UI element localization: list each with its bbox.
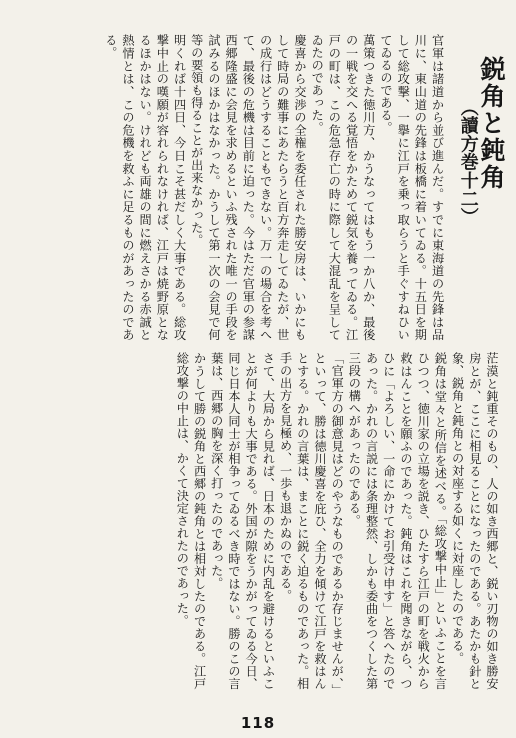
body-paragraph: 明くれば十四日、今日こそ甚だしく大事である。総攻撃中止の嘆願が容れられなければ、江戸は焼野原となるほかはない。けれども両雄の間に燃えさかる赤誠と熱情とは、この危機を救ふに足るものがあったのである。 (103, 34, 187, 341)
body-paragraph: 慶喜から交渉の全権を委任された勝安房は、いかにもして時局の難事にあたらうと百方奔走してゐたが、世の成行はどうすることもできない。万一の場合を考へて、最後の危機は目前に迫った。今はただ官軍の参謀西郷隆盛に会見を求めるといふ残された唯一の手段を試みるのほかはなかった。かうして第一次の会見で何等の要領も得ることが出来なかった。 (189, 34, 307, 341)
body-paragraph: さて、大局から見れば、日本のために内乱を避けるといふことが何よりも大事である。外国が隙をうかがってゐる今日、同じ日本人同士が相争ってゐるべき時ではない。勝のこの言葉は、西郷の胸を深く打ったのであった。 (209, 352, 276, 690)
top-text-block (22, 34, 506, 341)
body-paragraph: 萬策つきた徳川方、かうなってはもう一か八か、最後の一戦を交へる覚悟をかためて鋭気を養ってゐる。江戸の町は、この危急存亡の時に際して大混乱を呈してゐたのであった。 (310, 34, 376, 341)
body-paragraph: 鋭角は堂々と所信を述べる。「総攻撃中止」といふことを言ひつつ、徳川家の立場を説き、ひたすら江戸の町を戦火から救はんことを願ふのであった。鈍角はこれを聞きながら、つひに「よろしい、一命にかけてお引受け申す」と答へたのであった。かれの言説には条理整然、しかも委曲をつくした第三段の構へがあったのである。 (347, 352, 448, 690)
body-paragraph: 官軍は諸道から並び進んだ。すでに東海道の先鋒は品川に、東山道の先鋒は板橋に着いてゐる。十五日を期して総攻撃、一擧に江戸を乗っ取らうと手ぐすねひいてゐるのである。 (378, 34, 445, 341)
article-title: 鋭角と鈍角 (477, 56, 506, 191)
body-paragraph: 「官軍方の御意見はどのやうなものであるか存じませんが、」といって、勝は徳川慶喜を庇ひ、全力を傾けて江戸を救はんとする。かれの言葉は、まことに鋭く迫るものであった。相手の出方を見極め、一歩も退かぬのである。 (278, 352, 345, 690)
series-label: （讀方巻十二） (457, 98, 479, 227)
body-paragraph: かうして勝の鋭角と西郷の鈍角とは相対したのである。江戸総攻撃の中止は、かくて決定されたのであった。 (175, 352, 207, 690)
body-paragraph: 茫漠と鈍重そのもの、人の如き西郷と、鋭い刃物の如き勝安房とが、ここに相見ることになったのである。あたかも針と象、鋭角と鈍角との対座する如くに対座したのである。 (450, 352, 499, 690)
bottom-text-block (22, 352, 500, 690)
page-number: 118 (240, 714, 276, 732)
